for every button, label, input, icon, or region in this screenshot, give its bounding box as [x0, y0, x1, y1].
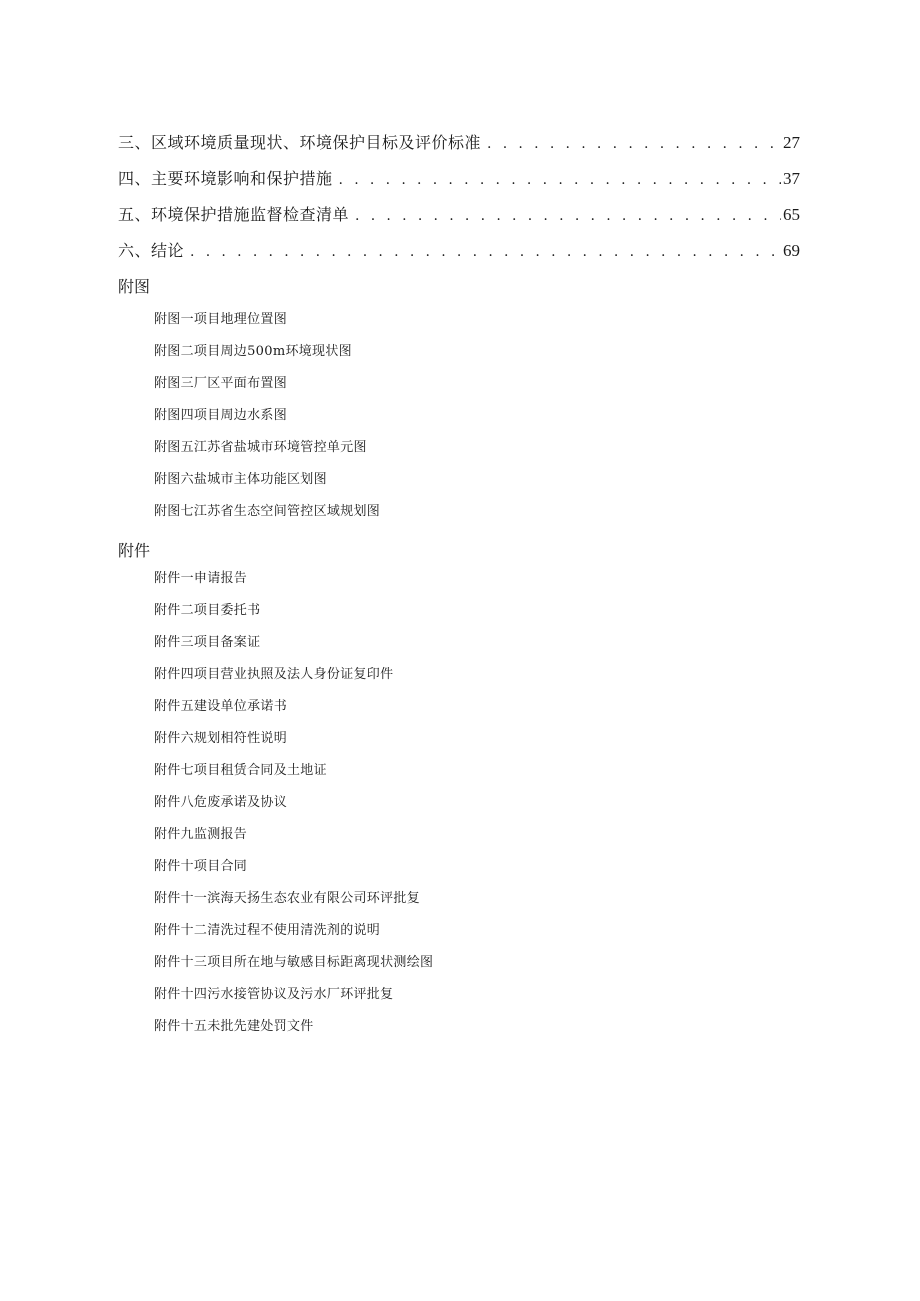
figure-list-item[interactable]: 附图二项目周边500m环境现状图	[154, 344, 352, 359]
attachments-heading: 附件	[118, 541, 151, 560]
figure-list-item[interactable]: 附图五江苏省盐城市环境管控单元图	[154, 440, 367, 455]
attachment-list-item[interactable]: 附件一申请报告	[154, 571, 248, 586]
attachment-list-item[interactable]: 附件三项目备案证	[154, 635, 261, 650]
toc-dot-leader	[339, 165, 781, 195]
figures-heading: 附图	[118, 277, 151, 296]
attachment-list-item[interactable]: 附件二项目委托书	[154, 603, 261, 618]
attachment-list-item[interactable]: 附件十五未批先建处罚文件	[154, 1019, 314, 1034]
figures-list	[154, 309, 380, 533]
attachment-list-item[interactable]: 附件十一滨海天扬生态农业有限公司环评批复	[154, 891, 421, 906]
attachment-list-item[interactable]: 附件七项目租赁合同及土地证	[154, 763, 327, 778]
attachment-list-item[interactable]: 附件十项目合同	[154, 859, 248, 874]
toc-entry[interactable]	[118, 128, 800, 164]
table-of-contents	[118, 128, 800, 272]
toc-entry-title: 四、主要环境影响和保护措施	[118, 169, 333, 188]
toc-entry[interactable]	[118, 164, 800, 200]
toc-entry-title: 六、结论	[118, 241, 185, 260]
attachment-list-item[interactable]: 附件十四污水接管协议及污水厂环评批复	[154, 987, 394, 1002]
figure-list-item[interactable]: 附图六盐城市主体功能区划图	[154, 472, 327, 487]
toc-entry-page: 27	[783, 133, 800, 152]
toc-entry-page: 65	[783, 205, 800, 224]
toc-entry[interactable]	[118, 236, 800, 272]
attachment-list-item[interactable]: 附件十三项目所在地与敏感目标距离现状测绘图	[154, 955, 434, 970]
figure-list-item[interactable]: 附图四项目周边水系图	[154, 408, 288, 423]
attachment-list-item[interactable]: 附件九监测报告	[154, 827, 248, 842]
attachment-list-item[interactable]: 附件六规划相符性说明	[154, 731, 288, 746]
attachment-list-item[interactable]: 附件十二清洗过程不使用清洗剂的说明	[154, 923, 381, 938]
attachments-list	[154, 568, 433, 1048]
toc-entry[interactable]	[118, 200, 800, 236]
figure-list-item[interactable]: 附图三厂区平面布置图	[154, 376, 288, 391]
toc-entry-page: 69	[783, 241, 800, 260]
attachment-list-item[interactable]: 附件五建设单位承诺书	[154, 699, 288, 714]
attachment-list-item[interactable]: 附件四项目营业执照及法人身份证复印件	[154, 667, 394, 682]
toc-entry-page: 37	[783, 169, 800, 188]
toc-entry-title: 五、环境保护措施监督检查清单	[118, 205, 350, 224]
figure-list-item[interactable]: 附图七江苏省生态空间管控区域规划图	[154, 504, 381, 519]
toc-dot-leader	[355, 201, 781, 231]
figure-list-item[interactable]: 附图一项目地理位置图	[154, 312, 288, 327]
toc-entry-title: 三、区域环境质量现状、环境保护目标及评价标准	[118, 133, 482, 152]
toc-dot-leader	[487, 129, 781, 159]
toc-dot-leader	[190, 237, 781, 267]
attachment-list-item[interactable]: 附件八危废承诺及协议	[154, 795, 288, 810]
